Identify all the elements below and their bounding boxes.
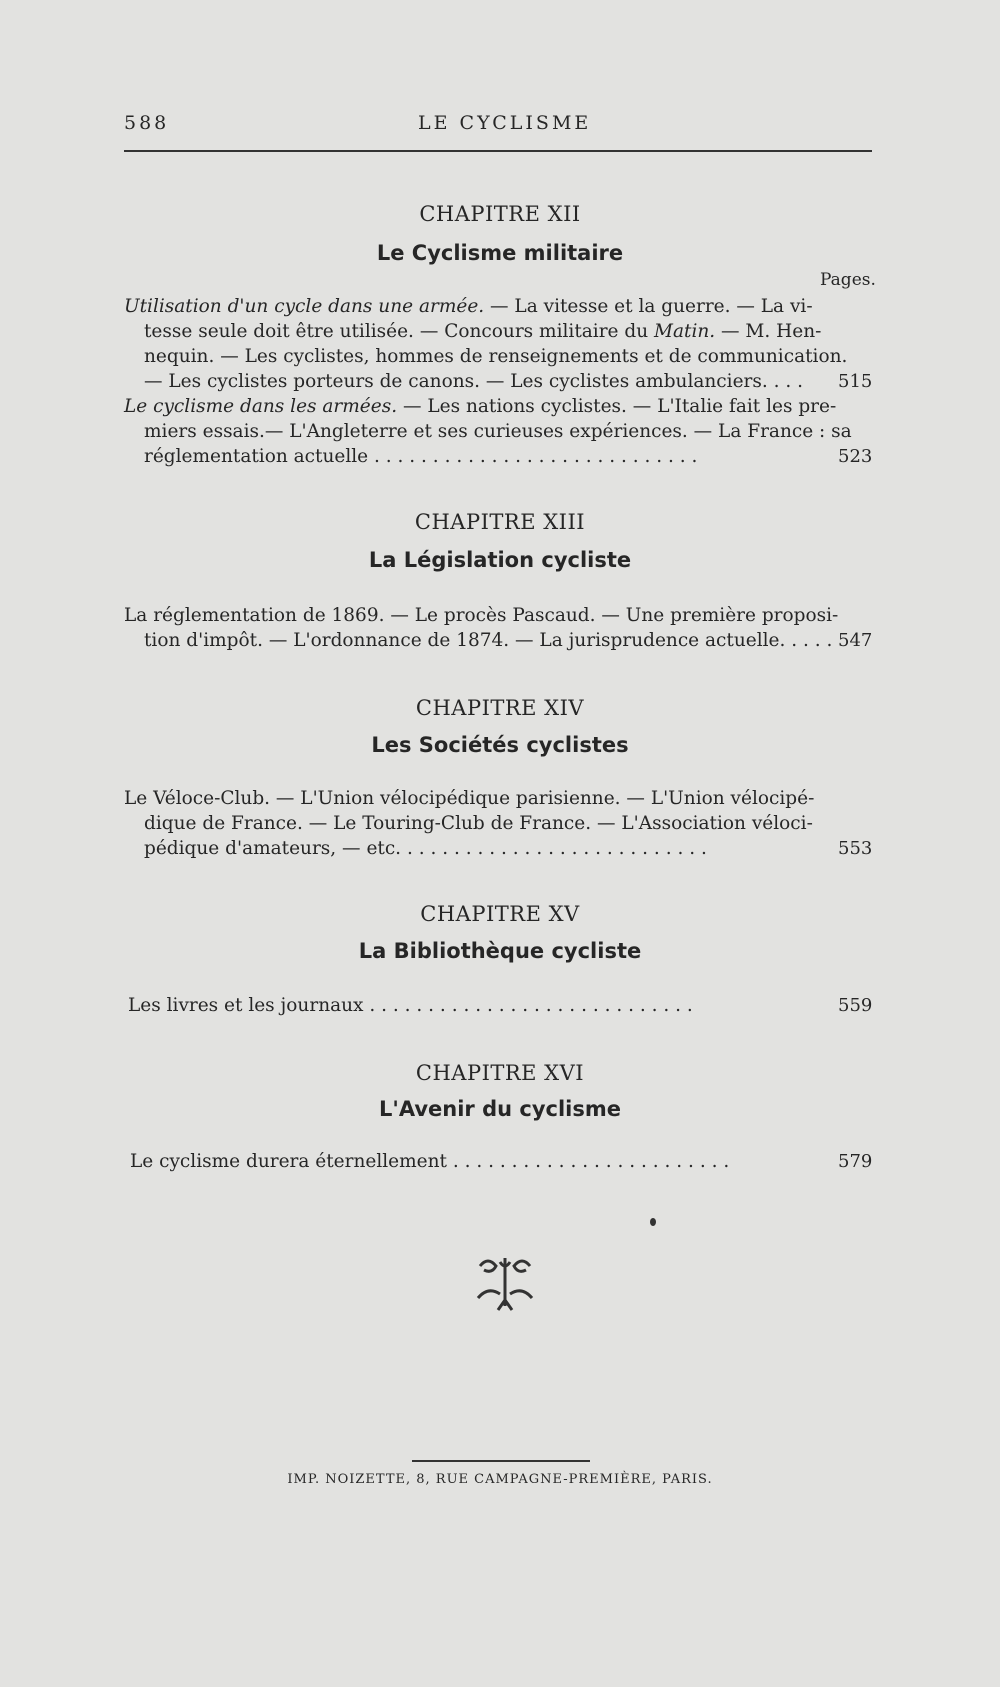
toc-line-text: Le cyclisme durera éternellement . . . . . . . . . . . . . . . . . . . . . . . . bbox=[130, 1151, 730, 1172]
running-title: LE CYCLISME bbox=[418, 112, 592, 134]
toc-line bbox=[130, 1151, 729, 1172]
toc-line-text: nequin. — Les cyclistes, hommes de renseignements et de communication. bbox=[144, 346, 848, 367]
toc-line bbox=[124, 396, 836, 417]
chapter-subtitle: Les Sociétés cyclistes bbox=[371, 733, 629, 757]
toc-line-text: — La vitesse et la guerre. — La vi- bbox=[484, 296, 813, 317]
toc-line-text: — Les nations cyclistes. — L'Italie fait les pre- bbox=[397, 396, 837, 417]
chapter-title: CHAPITRE XVI bbox=[415, 1061, 585, 1085]
toc-line-text: — Les cyclistes porteurs de canons. — Les cyclistes ambulanciers. . . . bbox=[144, 371, 804, 392]
toc-line-text: dique de France. — Le Touring-Club de France. — L'Association véloci- bbox=[144, 813, 813, 834]
page-ref: 553 bbox=[838, 838, 873, 859]
toc-line-italic: Utilisation d'un cycle dans une armée. bbox=[124, 296, 485, 317]
toc-line bbox=[144, 813, 813, 834]
toc-line-text: tion d'impôt. — L'ordonnance de 1874. — La jurisprudence actuelle. . . . . bbox=[144, 630, 833, 651]
chapter-title: CHAPITRE XV bbox=[420, 902, 580, 926]
page-ref: 559 bbox=[838, 995, 873, 1016]
footer-rule bbox=[412, 1460, 590, 1462]
toc-line bbox=[144, 346, 847, 367]
header-rule bbox=[124, 150, 872, 152]
toc-line-text: — M. Hen- bbox=[715, 321, 822, 342]
chapter-subtitle: L'Avenir du cyclisme bbox=[379, 1097, 621, 1121]
page-ref: 547 bbox=[838, 630, 873, 651]
toc-line-text: miers essais.— L'Angleterre et ses curieuses expériences. — La France : sa bbox=[144, 421, 852, 442]
toc-line bbox=[124, 788, 814, 809]
toc-line-text: La réglementation de 1869. — Le procès Pascaud. — Une première proposi- bbox=[124, 605, 839, 626]
chapter-title: CHAPITRE XIII bbox=[414, 510, 586, 534]
page-number: 588 bbox=[124, 112, 170, 134]
toc-line bbox=[124, 296, 813, 317]
fleuron-ornament-icon bbox=[470, 1254, 540, 1314]
chapter-title: CHAPITRE XIV bbox=[415, 696, 585, 720]
toc-line bbox=[144, 838, 707, 859]
toc-line-text: pédique d'amateurs, — etc. . . . . . . . . . . . . . . . . . . . . . . . . . . bbox=[144, 838, 707, 859]
toc-line bbox=[124, 605, 838, 626]
toc-line-italic: Matin. bbox=[654, 321, 716, 342]
toc-line-text: réglementation actuelle . . . . . . . . . . . . . . . . . . . . . . . . . . . . bbox=[144, 446, 698, 467]
chapter-subtitle: La Législation cycliste bbox=[368, 548, 632, 572]
page-ref: 523 bbox=[838, 446, 873, 467]
toc-line-text: Les livres et les journaux . . . . . . . . . . . . . . . . . . . . . . . . . . . . bbox=[128, 995, 693, 1016]
toc-line bbox=[128, 995, 693, 1016]
pages-label: Pages. bbox=[820, 270, 876, 290]
toc-line bbox=[144, 321, 821, 342]
toc-line-italic: Le cyclisme dans les armées. bbox=[124, 396, 398, 417]
toc-line bbox=[144, 371, 803, 392]
toc-line bbox=[144, 630, 832, 651]
chapter-title: CHAPITRE XII bbox=[419, 202, 581, 226]
chapter-subtitle: Le Cyclisme militaire bbox=[376, 241, 624, 265]
page-ref: 515 bbox=[838, 371, 873, 392]
toc-line-text: tesse seule doit être utilisée. — Concours militaire du bbox=[144, 321, 655, 342]
printer-imprint: IMP. NOIZETTE, 8, RUE CAMPAGNE-PREMIÈRE, PARIS. bbox=[287, 1472, 713, 1487]
page-ref: 579 bbox=[838, 1151, 873, 1172]
toc-line-text: Le Véloce-Club. — L'Union vélocipédique parisienne. — L'Union vélocipé- bbox=[124, 788, 815, 809]
chapter-subtitle: La Bibliothèque cycliste bbox=[358, 939, 642, 963]
toc-line bbox=[144, 421, 852, 442]
toc-line bbox=[144, 446, 697, 467]
ink-dot bbox=[650, 1218, 656, 1226]
